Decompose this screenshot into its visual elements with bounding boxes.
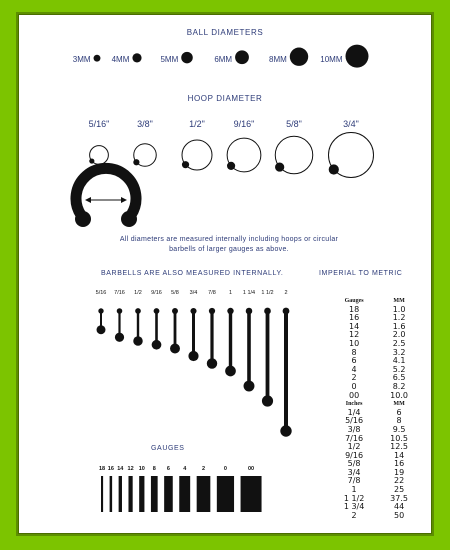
ball-circle — [94, 55, 101, 62]
gauge-bar — [197, 476, 211, 512]
table-cell: 14 — [348, 321, 360, 331]
table-cell: 7/16 — [345, 433, 364, 443]
table-cell: 19 — [393, 467, 405, 477]
table-row — [330, 340, 420, 349]
barbell-bar — [210, 311, 213, 364]
table-cell: 6.5 — [392, 373, 406, 383]
horseshoe-right-ball — [121, 211, 137, 227]
gauge-bar — [179, 476, 190, 512]
table-row — [330, 374, 420, 383]
table-cell: 44 — [393, 502, 405, 512]
table-row — [330, 469, 420, 478]
horseshoe-illustration — [75, 168, 137, 227]
gauge-bar — [101, 476, 103, 512]
barbell-top-ball — [172, 308, 178, 314]
gauge-label: 4 — [183, 466, 187, 472]
table-row — [330, 366, 420, 375]
gauge-label: 14 — [117, 466, 124, 472]
ball-diameters-title: BALL DIAMETERS — [186, 28, 264, 37]
horseshoe-ring — [76, 168, 136, 215]
table-cell: 5/16 — [345, 416, 364, 426]
horseshoe-left-ball — [75, 211, 91, 227]
hoop-diameter-row — [89, 119, 374, 178]
table-cell: 00 — [348, 390, 360, 400]
ball-size-label: 6MM — [214, 55, 233, 64]
gauge-bar — [151, 476, 158, 512]
barbell-bottom-ball — [262, 395, 273, 406]
table-cell: 5.2 — [392, 364, 406, 374]
barbell-top-ball — [135, 308, 141, 314]
barbell-top-ball — [190, 308, 196, 314]
table-row — [330, 349, 420, 358]
hoop-size-label: 5/16" — [88, 119, 110, 129]
table-cell: 5/8 — [347, 459, 361, 469]
table-cell: 9/16 — [345, 450, 364, 460]
barbell-length-label: 9/16 — [151, 290, 162, 296]
barbell-bottom-ball — [207, 358, 217, 368]
barbell-length-row — [96, 290, 292, 437]
barbell-length-label: 5/16 — [95, 290, 107, 296]
ball-circle — [290, 48, 308, 66]
table-cell: 9.5 — [392, 424, 406, 434]
ball-size-label: 10MM — [320, 55, 343, 64]
barbell-length-label: 3/4 — [189, 290, 198, 296]
table-row — [330, 392, 420, 401]
gauge-thickness-row — [99, 466, 262, 512]
hoop-size-label: 3/4" — [343, 119, 359, 129]
ball-size-label: 8MM — [269, 55, 287, 64]
barbell-length-label: 7/8 — [208, 290, 216, 296]
ball-diameter-row — [73, 45, 369, 68]
table-cell: 7/8 — [347, 476, 361, 486]
barbell-top-ball — [264, 308, 271, 315]
hoop-ball — [329, 164, 339, 174]
gauge-bar — [110, 476, 113, 512]
table-cell: 22 — [393, 476, 405, 486]
gauge-bar — [164, 476, 173, 512]
table-cell: 6 — [351, 356, 357, 366]
table-row — [330, 357, 420, 366]
barbell-bar — [192, 311, 195, 356]
barbell-length-label: 1/2 — [134, 290, 142, 296]
table-cell: MM — [393, 298, 405, 304]
barbell-top-ball — [227, 308, 233, 314]
table-cell: 3/8 — [347, 424, 361, 434]
ball-circle — [346, 45, 369, 68]
table-cell: 16 — [393, 459, 405, 469]
barbell-top-ball — [98, 308, 103, 313]
gauges-title: GAUGES — [151, 445, 185, 452]
table-cell: 14 — [393, 450, 405, 460]
table-cell: 1/4 — [347, 407, 361, 417]
barbell-length-label: 2 — [284, 290, 288, 296]
gauge-bar — [119, 476, 122, 512]
ball-circle — [181, 52, 193, 64]
table-cell: 37.5 — [390, 493, 408, 503]
table-row — [330, 417, 420, 426]
table-cell: 4.1 — [392, 356, 406, 366]
table-cell: 1.2 — [392, 313, 406, 323]
barbell-bar — [229, 311, 232, 371]
imperial-to-metric-table — [330, 297, 420, 520]
table-row — [330, 512, 420, 521]
table-cell: 6 — [396, 407, 402, 417]
barbell-length-label: 5/8 — [171, 290, 179, 296]
table-cell: 1 — [351, 485, 357, 495]
gauge-label: 0 — [223, 466, 227, 472]
table-cell: 0 — [351, 381, 357, 391]
table-row — [330, 452, 420, 461]
table-cell: 16 — [348, 313, 360, 323]
hoop-size-label: 1/2" — [189, 119, 205, 129]
table-cell: 10.0 — [390, 390, 408, 400]
hoop-size-label: 3/8" — [137, 119, 153, 129]
table-cell: 8.2 — [392, 381, 406, 391]
gauge-label: 16 — [107, 466, 114, 472]
hoop-ball — [89, 158, 94, 163]
gauge-label: 12 — [127, 466, 134, 472]
ball-size-label: 5MM — [160, 55, 179, 64]
table-header-row — [330, 400, 420, 409]
table-cell: 25 — [393, 485, 405, 495]
table-cell: 8 — [396, 416, 402, 426]
table-cell: 3/4 — [347, 467, 361, 477]
imperial-to-metric-title: IMPERIAL TO METRIC — [319, 270, 403, 277]
gauge-label: 2 — [201, 466, 206, 472]
gauge-label: 00 — [247, 466, 255, 472]
table-cell: 1.0 — [392, 304, 406, 314]
barbell-bar — [247, 311, 251, 386]
barbells-title: BARBELLS ARE ALSO MEASURED INTERNALLY. — [101, 270, 284, 277]
ball-circle — [235, 50, 249, 64]
table-cell: 1 1/2 — [343, 493, 365, 503]
table-cell: 2.5 — [392, 338, 406, 348]
table-row — [330, 503, 420, 512]
barbell-length-label: 7/16 — [114, 290, 125, 296]
table-cell: 1 3/4 — [343, 502, 365, 512]
barbell-bottom-ball — [244, 381, 255, 392]
arrow-head-left — [85, 197, 91, 203]
measurement-note-line2: barbells of larger gauges as above. — [169, 246, 289, 253]
table-cell: 10 — [348, 338, 360, 348]
table-row — [330, 477, 420, 486]
gauge-bar — [241, 476, 262, 512]
table-cell: 3.2 — [392, 347, 406, 357]
table-row — [330, 460, 420, 469]
barbell-bottom-ball — [133, 336, 142, 345]
barbell-bottom-ball — [97, 325, 106, 334]
ball-size-label: 3MM — [72, 55, 91, 64]
table-cell: 8 — [351, 347, 357, 357]
barbell-bottom-ball — [115, 333, 124, 342]
gauge-label: 8 — [152, 466, 156, 472]
barbell-bar — [266, 311, 270, 401]
barbell-length-label: 1 1/4 — [242, 290, 256, 296]
table-row — [330, 443, 420, 452]
measurement-note-line1: All diameters are measured internally including hoops or circular — [119, 236, 339, 243]
table-cell: 1.6 — [392, 321, 406, 331]
table-cell: MM — [393, 401, 405, 408]
barbell-bar — [174, 311, 177, 349]
table-row — [330, 409, 420, 418]
ball-circle — [132, 53, 141, 62]
gauge-label: 6 — [166, 466, 170, 472]
table-cell: 1/2 — [347, 442, 361, 452]
table-row — [330, 323, 420, 332]
hoop-ball — [133, 159, 139, 165]
gauge-bar — [139, 476, 144, 512]
gauge-label: 10 — [138, 466, 145, 472]
table-cell: Inches — [345, 401, 363, 408]
gauge-label: 18 — [98, 466, 106, 472]
table-row — [330, 306, 420, 315]
barbell-bar — [284, 311, 288, 431]
table-cell: 10.5 — [390, 433, 408, 443]
barbell-bottom-ball — [188, 351, 198, 361]
table-cell: 2.0 — [392, 330, 406, 340]
table-cell: 2 — [351, 373, 357, 383]
hoop-size-label: 9/16" — [233, 119, 255, 129]
gauge-bar — [128, 476, 132, 512]
table-cell: 4 — [351, 364, 357, 374]
sizing-chart-card — [18, 14, 432, 534]
table-cell: 2 — [351, 510, 357, 520]
barbell-top-ball — [283, 308, 290, 315]
hoop-diameter-title: HOOP DIAMETER — [187, 94, 263, 103]
barbell-length-label: 1 1/2 — [261, 290, 274, 296]
gauge-bar — [217, 476, 234, 512]
hoop-ball — [275, 162, 284, 171]
barbell-top-ball — [117, 308, 123, 314]
ball-size-label: 4MM — [111, 55, 130, 64]
barbell-bottom-ball — [225, 366, 236, 377]
table-row — [330, 331, 420, 340]
barbell-bottom-ball — [280, 425, 291, 436]
table-cell: 12 — [348, 330, 360, 340]
barbell-bottom-ball — [170, 344, 180, 354]
table-cell: 12.5 — [390, 442, 408, 452]
hoop-size-label: 5/8" — [286, 119, 302, 129]
barbell-top-ball — [154, 308, 160, 314]
barbell-bottom-ball — [152, 340, 162, 350]
hoop-ball — [227, 162, 235, 170]
arrow-head-right — [121, 197, 127, 203]
barbell-top-ball — [246, 308, 253, 315]
hoop-ball — [182, 161, 189, 168]
table-header-row — [330, 297, 420, 306]
barbell-bar — [155, 311, 158, 345]
table-cell: 18 — [348, 304, 360, 314]
barbell-length-label: 1 — [228, 290, 233, 296]
table-row — [330, 314, 420, 323]
table-cell: Gauges — [344, 298, 364, 304]
barbell-top-ball — [209, 308, 215, 314]
table-cell: 50 — [393, 510, 405, 520]
